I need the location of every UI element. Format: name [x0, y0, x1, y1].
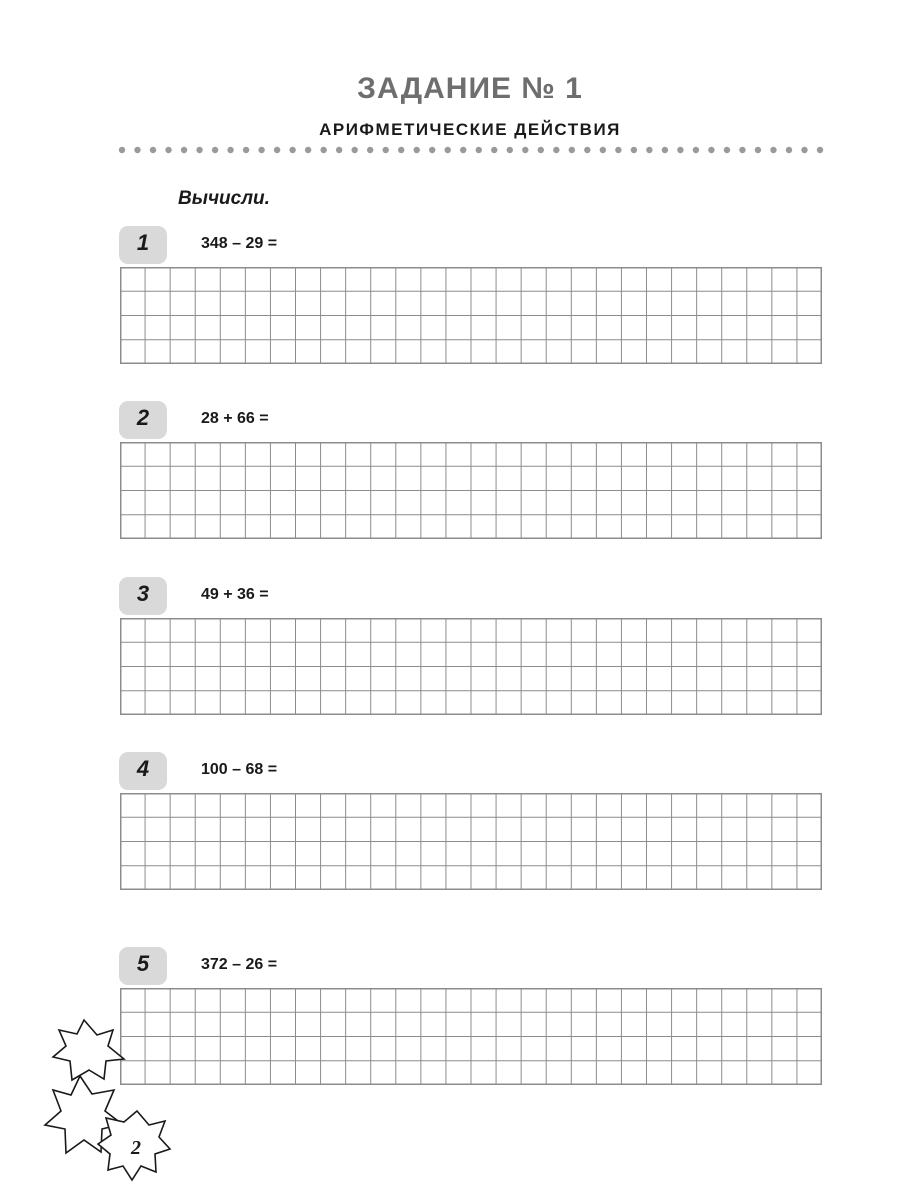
- answer-grid[interactable]: [120, 618, 822, 715]
- divider-dot: [305, 147, 311, 153]
- task-number: 3: [136, 581, 150, 606]
- task-number: 2: [136, 405, 150, 430]
- divider-dot: [662, 147, 668, 153]
- divider-dot: [693, 147, 699, 153]
- task-number-badge: [119, 226, 167, 264]
- divider-dot: [817, 147, 823, 153]
- task-expression: 372 – 26 =: [201, 956, 278, 973]
- divider-dot: [243, 147, 249, 153]
- divider-dot: [677, 147, 683, 153]
- task-expression: 348 – 29 =: [201, 235, 278, 252]
- page-number: 2: [131, 1137, 141, 1159]
- divider-dot: [258, 147, 264, 153]
- divider-dot: [382, 147, 388, 153]
- divider-dot: [507, 147, 513, 153]
- divider-dot: [569, 147, 575, 153]
- instruction: Вычисли.: [178, 188, 270, 209]
- dotted-divider: [118, 145, 824, 155]
- decorative-stars: [0, 1010, 200, 1200]
- divider-dot: [351, 147, 357, 153]
- task-number-badge: [119, 752, 167, 790]
- divider-dot: [786, 147, 792, 153]
- divider-dot: [414, 147, 420, 153]
- divider-dot: [491, 147, 497, 153]
- task-number-badge: [119, 577, 167, 615]
- answer-grid[interactable]: [120, 793, 822, 890]
- star-icon: [53, 1020, 124, 1080]
- task-number: 5: [136, 951, 150, 976]
- task-number: 4: [136, 756, 150, 781]
- divider-dot: [538, 147, 544, 153]
- task-number-badge: [119, 401, 167, 439]
- divider-dot: [770, 147, 776, 153]
- divider-dot: [801, 147, 807, 153]
- divider-dot: [429, 147, 435, 153]
- divider-dot: [615, 147, 621, 153]
- divider-dot: [181, 147, 187, 153]
- divider-dot: [227, 147, 233, 153]
- divider-dot: [212, 147, 218, 153]
- page-subtitle: АРИФМЕТИЧЕСКИЕ ДЕЙСТВИЯ: [319, 120, 621, 139]
- divider-dot: [336, 147, 342, 153]
- divider-dot: [320, 147, 326, 153]
- divider-dot: [119, 147, 125, 153]
- divider-dot: [445, 147, 451, 153]
- answer-grid[interactable]: [120, 442, 822, 539]
- divider-dot: [553, 147, 559, 153]
- divider-dot: [584, 147, 590, 153]
- divider-dot: [134, 147, 140, 153]
- divider-dot: [460, 147, 466, 153]
- divider-dot: [631, 147, 637, 153]
- divider-dot: [274, 147, 280, 153]
- divider-dot: [755, 147, 761, 153]
- divider-dot: [708, 147, 714, 153]
- divider-dot: [289, 147, 295, 153]
- divider-dot: [165, 147, 171, 153]
- task-number: 1: [136, 230, 150, 255]
- task-expression: 28 + 66 =: [201, 410, 269, 427]
- divider-dot: [724, 147, 730, 153]
- divider-dot: [476, 147, 482, 153]
- divider-dot: [398, 147, 404, 153]
- task-expression: 49 + 36 =: [201, 586, 269, 603]
- task-number-badge: [119, 947, 167, 985]
- answer-grid[interactable]: [120, 267, 822, 364]
- divider-dot: [646, 147, 652, 153]
- task-expression: 100 – 68 =: [201, 761, 278, 778]
- divider-dot: [600, 147, 606, 153]
- divider-dot: [522, 147, 528, 153]
- divider-dot: [150, 147, 156, 153]
- divider-dot: [739, 147, 745, 153]
- page-title: ЗАДАНИЕ № 1: [357, 72, 583, 105]
- divider-dot: [367, 147, 373, 153]
- answer-grid[interactable]: [120, 988, 822, 1085]
- divider-dot: [196, 147, 202, 153]
